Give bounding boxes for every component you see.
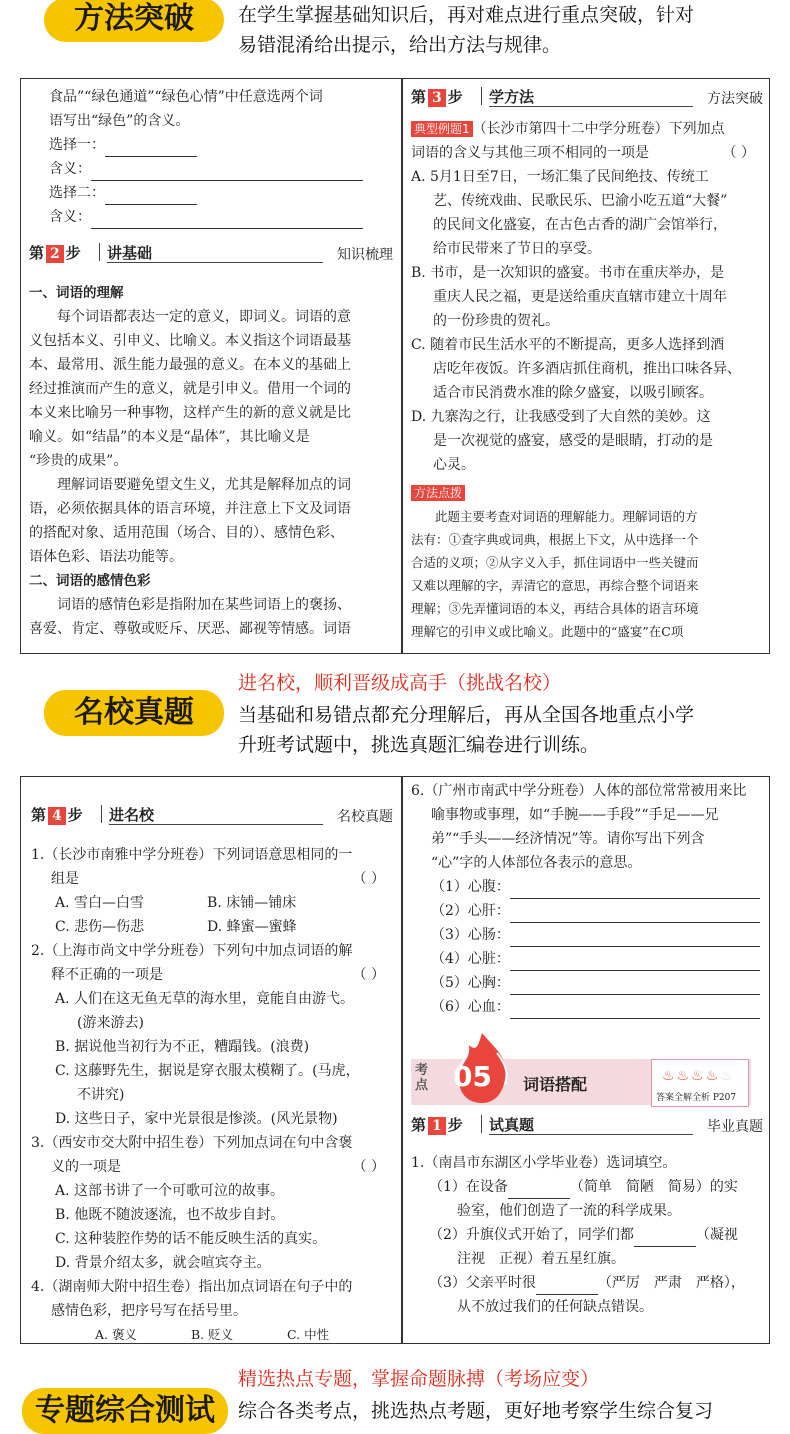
item-label: （6）心血：: [431, 999, 510, 1015]
difficulty-box: [651, 1059, 749, 1107]
section-heading: 一、词语的理解: [29, 285, 124, 301]
field-label: 选择二：: [49, 185, 105, 201]
right-column: [411, 83, 763, 653]
topic-number: 05: [453, 1060, 492, 1093]
text-line: 每个词语都表达一定的意义，即词义。词语的意: [57, 309, 351, 325]
answer-blank[interactable]: [536, 1276, 598, 1295]
section-subtitle-schools: 进名校，顺利晋级成高手（挑战名校）: [238, 672, 562, 694]
question-text: 感情色彩，把序号写在括号里。: [51, 1303, 247, 1319]
option: A. 这部书讲了一个可歌可泣的故事。: [55, 1183, 285, 1199]
text-line: 的搭配对象、适用范围（场合、目的）、感情色彩、: [29, 525, 344, 541]
option: 不讲究): [77, 1087, 125, 1103]
item-label: （5）心胸：: [431, 975, 510, 991]
section-badge-test: 专题综合测试: [22, 1388, 228, 1434]
text-line: 词语的感情色彩是指附加在某些词语上的褒扬、: [57, 597, 351, 613]
item-label: （4）心脏：: [431, 951, 510, 967]
kaodian-label: 考点: [415, 1063, 429, 1093]
option: A. 雪白—白雪: [55, 895, 145, 911]
step-header: 第 1 步 试真题 毕业真题: [411, 1111, 763, 1139]
option: B. 据说他当初行为不正，糟蹋钱。(浪费): [55, 1039, 310, 1055]
option: D. 这些日子，家中光景很是惨淡。(风光景物): [55, 1111, 338, 1127]
option: A. 褒义: [95, 1327, 137, 1342]
field-label: 含义：: [49, 161, 91, 177]
answer-blank[interactable]: [510, 904, 760, 923]
answer-blank[interactable]: [510, 880, 760, 899]
text-line: 食品”“绿色通道”“绿色心情”中任意选两个词: [49, 89, 323, 105]
answer-blank[interactable]: [634, 1228, 696, 1247]
topic-banner: [411, 1031, 763, 1109]
answer-paren[interactable]: （ ）: [352, 967, 385, 983]
text-line: 喜爱、肯定、尊敬或贬斥、厌恶、鄙视等情感。词语: [29, 621, 351, 637]
section-desc-schools: [238, 700, 778, 760]
field-label: 含义：: [49, 209, 91, 225]
text-line: 艺、传统戏曲、民歌民乐、巴渝小吃五道“大餐”: [433, 193, 728, 209]
item-label: （2）心肝：: [431, 903, 510, 919]
answer-paren[interactable]: （ ）: [352, 871, 385, 887]
option: D. 背景介绍太多，就会喧宾夺主。: [55, 1255, 271, 1271]
section-badge-method: 方法突破: [44, 0, 224, 42]
text-line: 理解词语要避免望文生义，尤其是解释加点的词: [57, 477, 351, 493]
option-c: C. 随着市民生活水平的不断提高，更多人选择到酒: [411, 337, 725, 353]
step-category: 方法突破: [707, 91, 763, 107]
text-line: 本义来比喻另一种事物，这样产生的新的意义就是比: [29, 405, 351, 421]
answer-blank[interactable]: [508, 1180, 570, 1199]
page-excerpt-1: [20, 78, 770, 654]
text-line: 的民间文化盛宴，在古色古香的湖广会馆举行，: [433, 217, 727, 233]
text-line: “心”字的人体部位各表示的意思。: [431, 855, 642, 871]
question-text: 2.（上海市尚文中学分班卷）下列句中加点词语的解: [31, 943, 353, 959]
step-category: 知识梳理: [337, 247, 393, 263]
answer-paren[interactable]: （ ）: [722, 145, 755, 161]
step-header: 第 3 步 学方法 方法突破: [411, 83, 763, 111]
desc-line: 在学生掌握基础知识后，再对难点进行重点突破，针对: [238, 4, 695, 26]
page-excerpt-2: [20, 776, 770, 1344]
fill-text: （严厉 严肃 严格），: [597, 1275, 745, 1291]
text-line: 此题主要考查对词语的理解能力。理解词语的方: [435, 509, 698, 524]
question-text: 6.（广州市南武中学分班卷）人体的部位常常被用来比: [411, 783, 747, 799]
right-column: [411, 779, 763, 1343]
option-a: A. 5月1日至7日，一场汇集了民间绝技、传统工: [411, 169, 709, 185]
step-header: 第 4 步 进名校 名校真题: [31, 801, 393, 829]
option: C. 中性: [287, 1327, 330, 1342]
text-line: 心灵。: [433, 457, 475, 473]
step-title: 进名校: [109, 806, 155, 824]
answer-blank[interactable]: [105, 186, 197, 205]
question-text: 1.（南昌市东湖区小学毕业卷）选词填空。: [411, 1155, 677, 1171]
text-line: 重庆人民之福，更是送给重庆直辖市建立十周年: [433, 289, 727, 305]
left-column: [29, 85, 393, 653]
fill-text: （凝视: [695, 1227, 738, 1243]
step-number: 1: [428, 1117, 446, 1135]
text-line: 法有：①查字典或词典，根据上下文，从中选择一个: [411, 532, 699, 547]
text-line: 语体色彩、语法功能等。: [29, 549, 183, 565]
example-tag: 典型例题1: [411, 121, 473, 137]
answer-blank[interactable]: [510, 976, 760, 995]
text-line: 给市民带来了节日的享受。: [433, 241, 601, 257]
text-line: 合适的义项；②从字义入手，抓住词语中一些关键而: [411, 555, 699, 570]
step-title: 试真题: [489, 1116, 535, 1134]
left-column: [31, 797, 393, 1343]
step-title: 讲基础: [107, 244, 153, 262]
question-text: 组是: [51, 871, 79, 887]
difficulty-flames-icon: ♨♨♨♨♨: [662, 1068, 735, 1084]
text-line: 理解；③先弄懂词语的本义，再结合具体的语言环境: [411, 601, 699, 616]
question-text: 义的一项是: [51, 1159, 121, 1175]
item-label: （3）心肠：: [431, 927, 510, 943]
option: B. 床铺—铺床: [207, 895, 297, 911]
answer-blank[interactable]: [91, 210, 363, 229]
section-heading: 二、词语的感情色彩: [29, 573, 151, 589]
text-line: 是一次视觉的盛宴，感受的是眼睛，打动的是: [433, 433, 713, 449]
text-line: 又难以理解的字，弄清它的意思，再综合整个词语来: [411, 578, 699, 593]
desc-line: 当基础和易错点都充分理解后，再从全国各地重点小学: [238, 704, 695, 726]
section-subtitle-test: 精选热点专题，掌握命题脉搏（考场应变）: [238, 1368, 600, 1390]
question-text: 3.（西安市交大附中招生卷）下列加点词在句中含褒: [31, 1135, 353, 1151]
question-text: （长沙市第四十二中学分班卷）下列加点: [472, 121, 725, 137]
topic-title: 词语搭配: [523, 1075, 588, 1094]
section-desc-method: [238, 0, 778, 60]
answer-blank[interactable]: [105, 138, 197, 157]
text-line: 语，必须依据具体的语言环境，并注意上下文及词语: [29, 501, 351, 517]
option: D. 蜂蜜—蜜蜂: [207, 919, 297, 935]
method-tag: 方法点拨: [411, 485, 465, 501]
step-number: 3: [428, 89, 446, 107]
text-line: 义包括本义、引申义、比喻义。本义指这个词语最基: [29, 333, 351, 349]
option: C. 悲伤—伤悲: [55, 919, 145, 935]
item-label: （1）心腹：: [431, 879, 510, 895]
text-line: 语写出“绿色”的含义。: [49, 113, 190, 129]
fill-text: （3）父亲平时很: [429, 1275, 536, 1291]
text-line: 喻义。如“结晶”的本义是“晶体”，其比喻义是: [29, 429, 310, 445]
option: B. 他既不随波逐流，也不故步自封。: [55, 1207, 285, 1223]
option: C. 这种装腔作势的话不能反映生活的真实。: [55, 1231, 327, 1247]
desc-line: 易错混淆给出提示，给出方法与规律。: [238, 34, 562, 56]
answer-blank[interactable]: [510, 928, 760, 947]
text-line: 本、最常用、派生能力最强的意义。在本义的基础上: [29, 357, 351, 373]
section-desc-test: 综合各类考点，挑选热点考题，更好地考察学生综合复习: [238, 1400, 714, 1422]
step-title: 学方法: [489, 88, 535, 106]
option: (游来游去): [77, 1015, 144, 1031]
question-text: 释不正确的一项是: [51, 967, 163, 983]
text-line: 理解它的引申义或比喻义。此题中的“盛宴”在C项: [411, 624, 684, 639]
step-category: 名校真题: [337, 809, 393, 825]
question-text: 4.（湖南师大附中招生卷）指出加点词语在句子中的: [31, 1279, 353, 1295]
question-text: 1.（长沙市南雅中学分班卷）下列词语意思相同的一: [31, 847, 353, 863]
text-line: 经过推演而产生的意义，就是引申义。借用一个词的: [29, 381, 351, 397]
field-label: 选择一：: [49, 137, 105, 153]
fill-text: （1）在设备: [429, 1179, 508, 1195]
step-header: 第 2 步 讲基础 知识梳理: [29, 239, 393, 267]
fill-text: 注视 正视）着五星红旗。: [457, 1251, 625, 1267]
option-d: D. 九寨沟之行，让我感受到了大自然的美妙。这: [411, 409, 711, 425]
step-category: 毕业真题: [707, 1119, 763, 1135]
fill-text: （2）升旗仪式开始了，同学们都: [429, 1227, 634, 1243]
text-line: 店吃年夜饭。许多酒店抓住商机，推出口味各异、: [433, 361, 741, 377]
question-text: 词语的含义与其他三项不相同的一项是: [411, 145, 649, 161]
step-number: 4: [48, 807, 66, 825]
fill-text: 验室，他们创造了一流的科学成果。: [457, 1203, 681, 1219]
text-line: 弟”“手头——经济情况”等。请你写出下列含: [431, 831, 705, 847]
step-number: 2: [46, 245, 64, 263]
text-line: 喻事物或事理，如“手腕——手段”“手足——兄: [431, 807, 719, 823]
text-line: 适合市民消费水准的除夕盛宴，以吸引顾客。: [433, 385, 713, 401]
option: C. 这藤野先生，据说是穿衣服太模糊了。(马虎，: [55, 1063, 360, 1079]
section-badge-schools: 名校真题: [44, 690, 224, 736]
option: A. 人们在这无鱼无草的海水里，竟能自由游弋。: [55, 991, 355, 1007]
text-line: “珍贵的成果”。: [29, 453, 128, 469]
option: B. 贬义: [191, 1327, 234, 1342]
answer-blank[interactable]: [510, 952, 760, 971]
text-line: 的一份珍贵的贺礼。: [433, 313, 559, 329]
option-b: B. 书市，是一次知识的盛宴。书市在重庆举办，是: [411, 265, 725, 281]
answer-blank[interactable]: [91, 162, 363, 181]
answer-paren[interactable]: （ ）: [352, 1159, 385, 1175]
answer-blank[interactable]: [510, 1000, 760, 1019]
answer-reference: 答案全解全析 P207: [656, 1093, 737, 1103]
desc-line: 升班考试题中，挑选真题汇编卷进行训练。: [238, 734, 600, 756]
fill-text: 从不放过我们的任何缺点错误。: [457, 1299, 653, 1315]
fill-text: （简单 简陋 简易）的实: [569, 1179, 738, 1195]
